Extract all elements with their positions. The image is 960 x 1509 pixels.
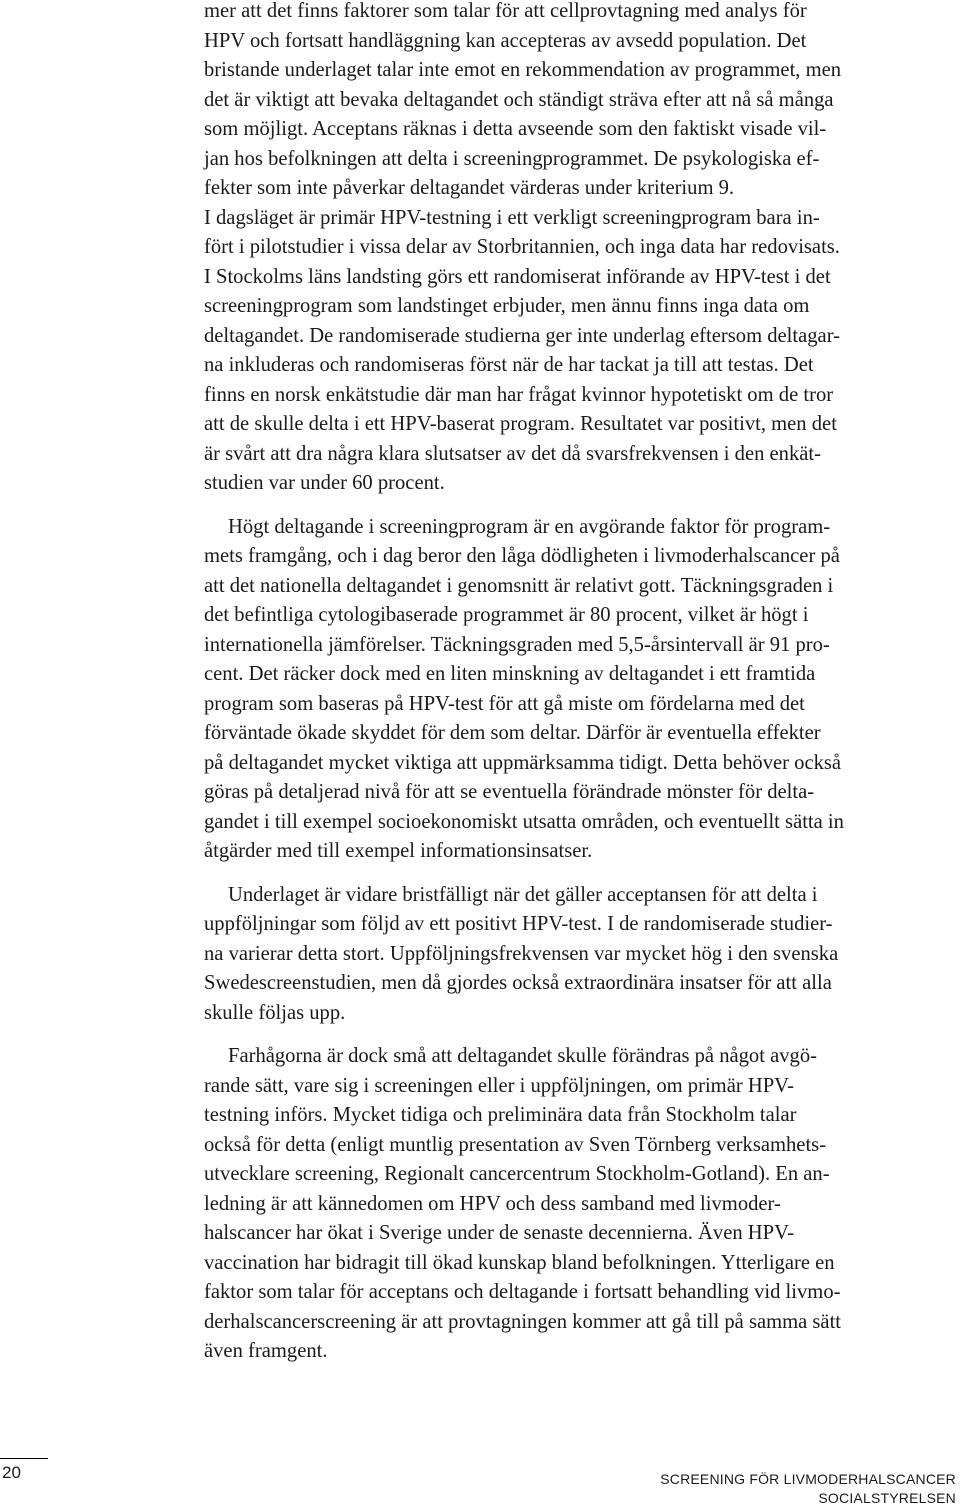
text-line: I dagsläget är primär HPV-testning i ett verkligt screeningprogram bara in- [204, 206, 820, 229]
paragraph-current-status [204, 204, 959, 499]
paragraph-acceptance [204, 0, 959, 204]
text-line: Underlaget är vidare bristfälligt när det gäller acceptansen för att delta i [228, 883, 818, 906]
text-line: fört i pilotstudier i vissa delar av Storbritannien, och inga data har redovisats. [204, 236, 840, 258]
text-line: vaccination har bidragit till ökad kunskap bland befolkningen. Ytterligare en [204, 1251, 835, 1274]
text-line: testning införs. Mycket tidiga och preliminära data från Stockholm talar [204, 1104, 797, 1126]
text-line: gandet i till exempel socioekonomiskt utsatta områden, och eventuellt sätta in [204, 810, 844, 833]
text-line: också för detta (enligt muntlig presentation av Sven Törnberg verksamhets- [204, 1133, 827, 1156]
text-line: som möjligt. Acceptans räknas i detta avseende som den faktiskt visade vil- [204, 118, 827, 140]
text-line: mets framgång, och i dag beror den låga dödligheten i livmoderhalscancer på [204, 545, 840, 567]
text-line: na inkluderas och randomiseras först när de har tackat ja till att testas. Det [204, 354, 814, 376]
text-line: halscancer har ökat i Sverige under de senaste decennierna. Även HPV- [204, 1222, 794, 1244]
text-line: derhalscancerscreening är att provtagningen kommer att gå till på samma sätt [204, 1310, 842, 1333]
text-line: utvecklare screening, Regionalt cancercentrum Stockholm-Gotland). En an- [204, 1163, 830, 1185]
text-line: internationella jämförelser. Täckningsgraden med 5,5-årsintervall är 91 pro- [204, 633, 830, 656]
text-line: rande sätt, vare sig i screeningen eller i uppföljningen, om primär HPV- [204, 1074, 795, 1097]
text-line: bristande underlaget talar inte emot en rekommendation av programmet, men [204, 59, 842, 81]
paragraph-participation [204, 513, 959, 867]
text-line: mer att det finns faktorer som talar för att cellprovtagning med analys för [204, 0, 807, 22]
text-line: I Stockolms läns landsting görs ett randomiserat införande av HPV-test i det [204, 265, 831, 288]
text-line: jan hos befolkningen att delta i screeningprogrammet. De psykologiska ef- [204, 147, 820, 170]
text-line: studien var under 60 procent. [204, 472, 445, 494]
text-line: fekter som inte påverkar deltagandet värderas under kriterium 9. [204, 177, 735, 199]
text-line: skulle följas upp. [204, 1001, 346, 1024]
text-line: faktor som talar för acceptans och deltagande i fortsatt behandling vid livmo- [204, 1281, 841, 1303]
footer-report-title: SCREENING FÖR LIVMODERHALSCANCER [660, 1471, 956, 1487]
page-number: 20 [2, 1463, 21, 1482]
text-line: är svårt att dra några klara slutsatser av det då svarsfrekvensen i den enkät- [204, 442, 821, 465]
text-line: ledning är att kännedomen om HPV och dess samband med livmoder- [204, 1192, 781, 1215]
paragraph-concerns [204, 1042, 959, 1367]
text-line: Farhågorna är dock små att deltagandet skulle förändras på något avgö- [228, 1045, 817, 1067]
footer-title [660, 1470, 956, 1508]
text-line: åtgärder med till exempel informationsinsatser. [204, 840, 593, 862]
text-line: Högt deltagande i screeningprogram är en avgörande faktor för program- [228, 515, 831, 538]
text-line: det är viktigt att bevaka deltagandet och ständigt sträva efter att nå så många [204, 88, 834, 111]
document-body [204, 0, 959, 1367]
text-line: deltagandet. De randomiserade studierna ger inte underlag eftersom deltagar- [204, 324, 841, 347]
text-line: göras på detaljerad nivå för att se eventuella förändrade mönster för delta- [204, 781, 815, 803]
paragraph-follow-up [204, 881, 959, 1029]
text-line: det befintliga cytologibaserade programmet är 80 procent, vilket är högt i [204, 604, 809, 626]
text-line: att det nationella deltagandet i genomsnitt är relativt gott. Täckningsgraden i [204, 574, 834, 597]
footer-divider [0, 1458, 48, 1459]
text-line: program som baseras på HPV-test för att gå miste om fördelarna med det [204, 692, 805, 715]
text-line: även framgent. [204, 1340, 328, 1362]
footer-publisher: SOCIALSTYRELSEN [818, 1490, 956, 1506]
text-line: HPV och fortsatt handläggning kan accepteras av avsedd population. Det [204, 29, 807, 52]
text-line: uppföljningar som följd av ett positivt HPV-test. I de randomiserade studier- [204, 913, 833, 935]
text-line: att de skulle delta i ett HPV-baserat program. Resultatet var positivt, men det [204, 413, 837, 435]
text-line: finns en norsk enkätstudie där man har frågat kvinnor hypotetiskt om de tror [204, 383, 834, 406]
text-line: cent. Det räcker dock med en liten minskning av deltagandet i ett framtida [204, 663, 816, 685]
text-line: screeningprogram som landstinget erbjuder, men ännu finns inga data om [204, 295, 810, 317]
text-line: på deltagandet mycket viktiga att uppmärksamma tidigt. Detta behöver också [204, 751, 842, 774]
text-line: förväntade ökade skyddet för dem som deltar. Därför är eventuella effekter [204, 722, 821, 744]
text-line: Swedescreenstudien, men då gjordes också extraordinära insatser för att alla [204, 972, 832, 994]
text-line: na varierar detta stort. Uppföljningsfrekvensen var mycket hög i den svenska [204, 942, 839, 965]
